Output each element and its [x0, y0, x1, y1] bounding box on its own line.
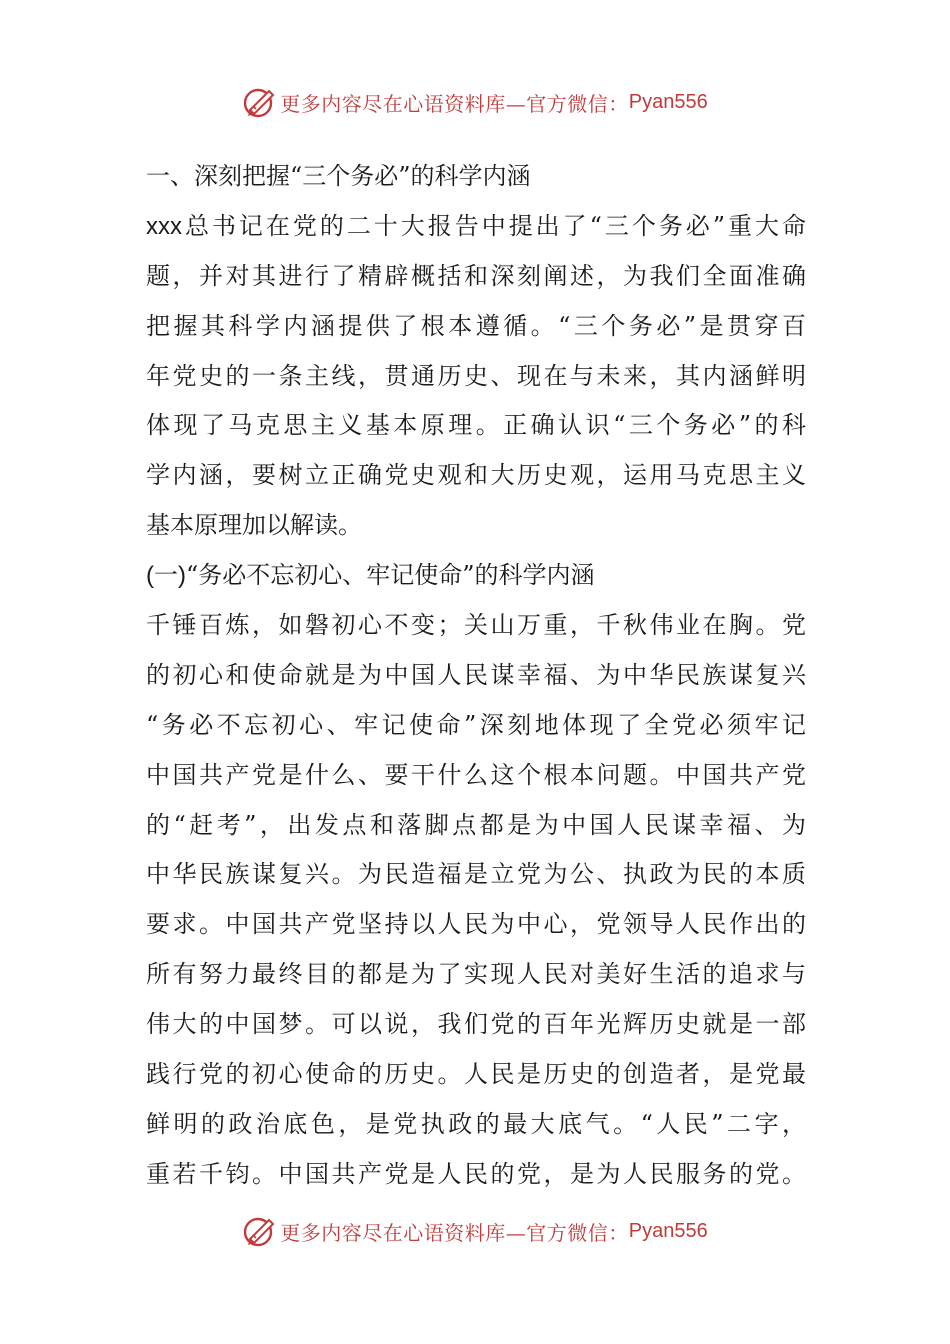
paragraph-line: 学内涵，要树立正确党史观和大历史观，运用马克思主义	[146, 461, 806, 490]
watermark-wechat-id: Pyan556	[628, 1219, 708, 1242]
paragraph-line: 践行党的初心使命的历史。人民是历史的创造者，是党最	[146, 1060, 806, 1089]
paragraph-line: 的“赶考”，出发点和落脚点都是为中国人民谋幸福、为	[146, 810, 806, 839]
paragraph-line: “务必不忘初心、牢记使命”深刻地体现了全党必须牢记	[146, 710, 806, 739]
paragraph-line: 鲜明的政治底色，是党执政的最大底气。“人民”二字，	[146, 1109, 806, 1138]
paragraph-line: 基本原理加以解读。	[146, 511, 362, 540]
watermark-text: 更多内容尽在心语资料库—官方微信：	[280, 1220, 629, 1245]
paragraph-line: 重若千钧。中国共产党是人民的党，是为人民服务的党。	[146, 1159, 806, 1188]
paragraph-line: 体现了马克思主义基本原理。正确认识“三个务必”的科	[146, 411, 806, 440]
pen-logo-icon	[242, 1213, 278, 1249]
watermark-wechat-id: Pyan556	[628, 90, 708, 113]
paragraph-line: 要求。中国共产党坚持以人民为中心，党领导人民作出的	[146, 910, 806, 939]
paragraph-line: 千锤百炼，如磐初心不变；关山万重，千秋伟业在胸。党	[146, 611, 806, 640]
section-heading: 一、深刻把握“三个务必”的科学内涵	[146, 162, 531, 190]
paragraph-line: 所有努力最终目的都是为了实现人民对美好生活的追求与	[146, 960, 806, 989]
footer-watermark	[0, 1211, 950, 1251]
paragraph-line: 把握其科学内涵提供了根本遵循。“三个务必”是贯穿百	[146, 311, 806, 340]
paragraph-lead: xxx	[146, 212, 182, 240]
document-body	[146, 152, 806, 1200]
watermark-text: 更多内容尽在心语资料库—官方微信：	[280, 91, 629, 116]
paragraph-line: 伟大的中国梦。可以说，我们党的百年光辉历史就是一部	[146, 1010, 806, 1039]
header-watermark	[0, 82, 950, 122]
paragraph-line: 中国共产党是什么、要干什么这个根本问题。中国共产党	[146, 760, 806, 789]
paragraph-line: 的初心和使命就是为中国人民谋幸福、为中华民族谋复兴	[146, 660, 806, 689]
subsection-heading: (一)“务必不忘初心、牢记使命”的科学内涵	[146, 561, 595, 590]
paragraph-line: 中华民族谋复兴。为民造福是立党为公、执政为民的本质	[146, 860, 806, 889]
subsection-prefix: (一)	[146, 562, 186, 590]
paragraph-line: xxx总书记在党的二十大报告中提出了“三个务必”重大命	[146, 211, 806, 240]
paragraph-line: 题，并对其进行了精辟概括和深刻阐述，为我们全面准确	[146, 261, 806, 290]
pen-logo-icon	[242, 84, 278, 120]
paragraph-line: 年党史的一条主线，贯通历史、现在与未来，其内涵鲜明	[146, 361, 806, 390]
